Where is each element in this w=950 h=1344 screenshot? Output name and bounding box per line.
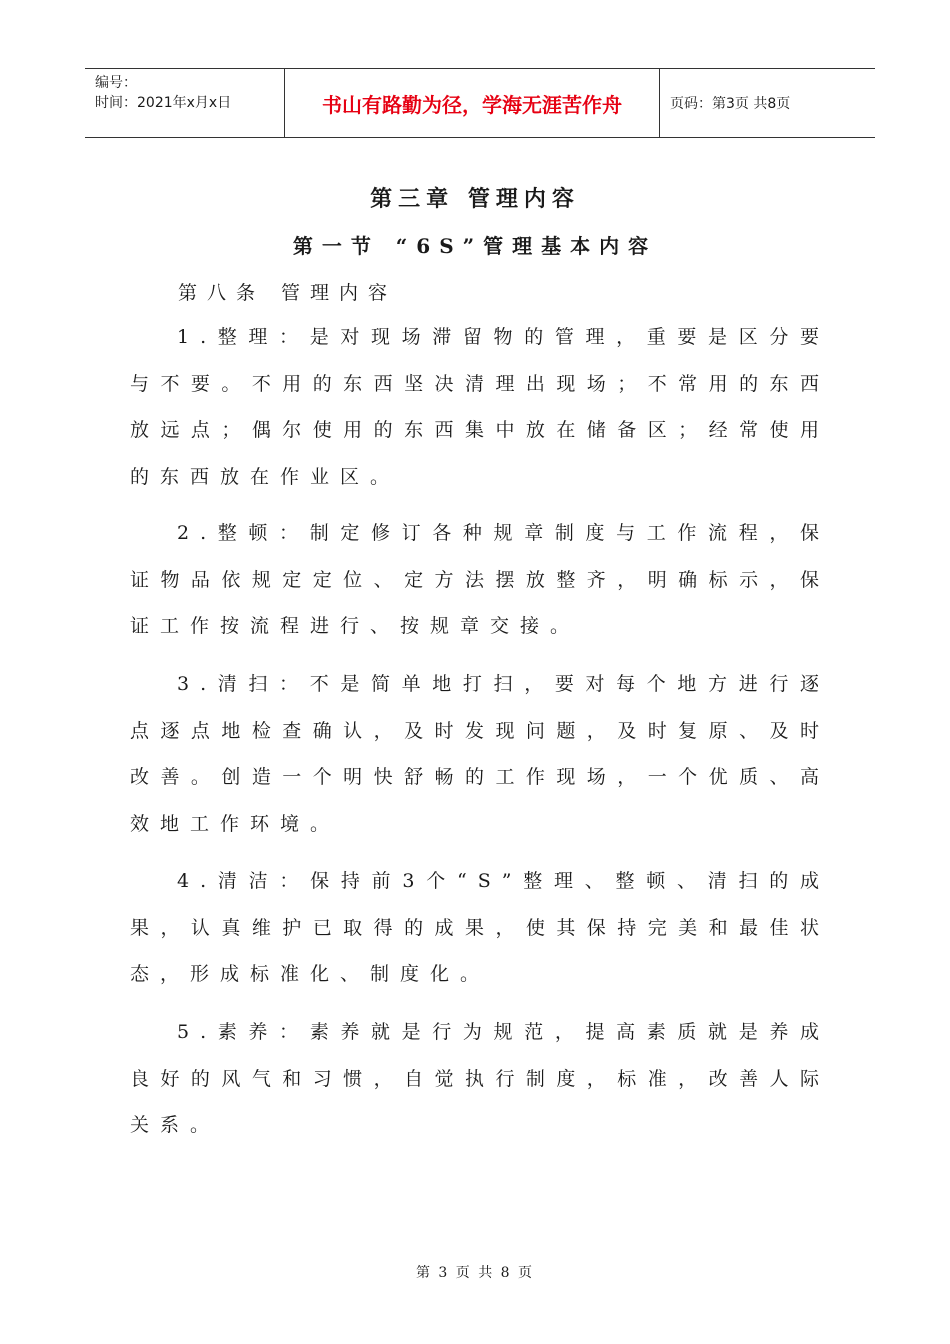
time-label: 时间：2021年x月x日 [95, 95, 232, 111]
header-motto: 书山有路勤为径，学海无涯苦作舟 [285, 69, 660, 137]
paragraph-sustain: 5.素养：素养就是行为规范，提高素质就是养成良好的风气和习惯，自觉执行制度，标准，改善人际关系。 [130, 1021, 830, 1136]
paragraph-set-in-order: 2.整顿：制定修订各种规章制度与工作流程，保证物品依规定定位、定方法摆放整齐，明确标示，保证工作按流程进行、按规章交接。 [130, 522, 830, 637]
page-footer: 第 3 页 共 8 页 [415, 1265, 535, 1281]
number-label: 编号： [95, 75, 137, 91]
section-title: 第一节 “6S”管理基本内容 [292, 234, 658, 258]
paragraph-standardize: 4.清洁：保持前3个“S”整理、整顿、清扫的成果，认真维护已取得的成果，使其保持完美和最佳状态，形成标准化、制度化。 [130, 870, 830, 985]
page-header [85, 68, 875, 138]
paragraph-shine: 3.清扫：不是简单地打扫，要对每个地方进行逐点逐点地检查确认，及时发现问题，及时复原、及时改善。创造一个明快舒畅的工作现场，一个优质、高效地工作环境。 [130, 673, 830, 835]
header-page-label: 页码：第3页 共8页 [670, 96, 791, 112]
chapter-title: 第三章 管理内容 [370, 186, 580, 212]
paragraph-sort: 1.整理：是对现场滞留物的管理，重要是区分要与不要。不用的东西坚决清理出现场；不常用的东西放远点；偶尔使用的东西集中放在储备区；经常使用的东西放在作业区。 [130, 326, 830, 488]
header-meta [85, 69, 285, 137]
article-title: 第八条 管理内容 [178, 282, 398, 304]
